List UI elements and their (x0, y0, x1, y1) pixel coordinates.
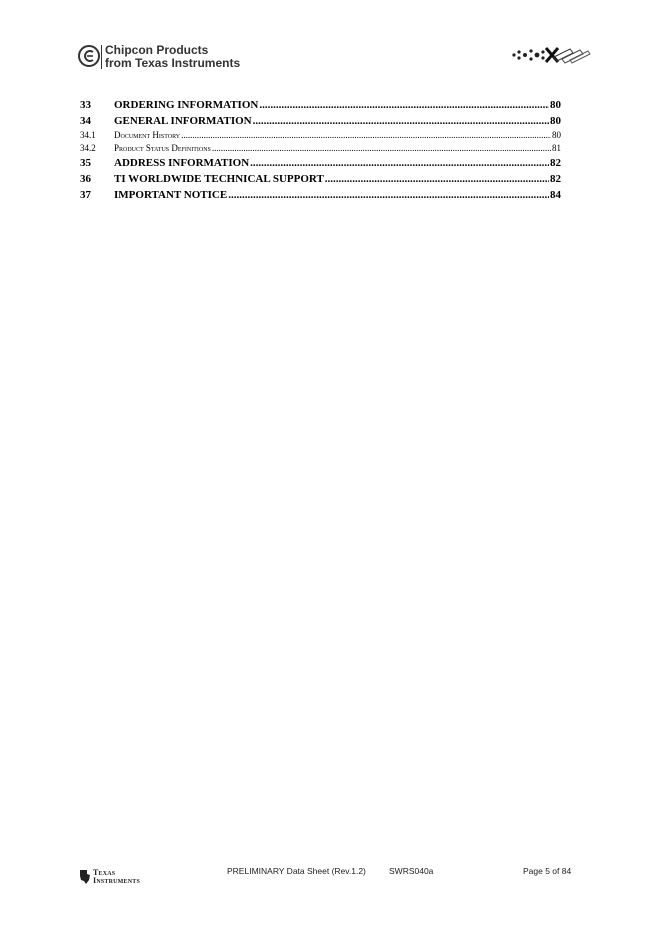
toc-entry[interactable] (80, 97, 561, 113)
toc-entry-page: 82 (550, 173, 561, 185)
toc-entry-title: TI WORLDWIDE TECHNICAL SUPPORT (114, 173, 324, 185)
toc-leader-dots (259, 97, 549, 113)
toc-entry-title: Product Status Definitions (114, 143, 211, 153)
toc-entry-number: 34.2 (80, 143, 96, 153)
toc-leader-dots (325, 171, 549, 187)
toc-entry-page: 82 (550, 157, 561, 169)
toc-entry-title: Document History (114, 130, 181, 140)
toc-entry[interactable] (80, 129, 561, 142)
chip-graphic-icon (510, 44, 592, 66)
toc-entry-number: 33 (80, 99, 91, 111)
footer-page-number: Page 5 of 84 (523, 866, 572, 876)
page-header (78, 40, 592, 76)
ti-wordmark-line-2: Instruments (93, 876, 140, 885)
toc-leader-dots (181, 129, 551, 142)
toc-entry[interactable] (80, 171, 561, 187)
toc-leader-dots (250, 155, 549, 171)
table-of-contents (80, 97, 561, 203)
toc-leader-dots (212, 142, 551, 155)
toc-leader-dots (228, 187, 549, 203)
toc-entry-page: 80 (552, 130, 561, 140)
ti-wordmark-line-1: Texas (93, 868, 116, 877)
toc-entry-title: ORDERING INFORMATION (114, 99, 259, 111)
texas-instruments-logo-icon (78, 868, 92, 886)
toc-entry-title: IMPORTANT NOTICE (114, 189, 228, 201)
toc-entry-page: 81 (552, 143, 561, 153)
toc-entry-title: ADDRESS INFORMATION (114, 157, 250, 169)
toc-entry[interactable] (80, 142, 561, 155)
toc-entry-title: GENERAL INFORMATION (114, 115, 252, 127)
footer-doc-status: PRELIMINARY Data Sheet (Rev.1.2) (227, 866, 366, 876)
toc-entry-number: 35 (80, 157, 91, 169)
toc-entry-number: 34.1 (80, 130, 96, 140)
toc-entry-page: 80 (550, 115, 561, 127)
toc-entry-page: 84 (550, 189, 561, 201)
toc-leader-dots (253, 113, 549, 129)
ti-wordmark (93, 869, 140, 885)
toc-entry-number: 37 (80, 189, 91, 201)
footer-doc-id: SWRS040a (389, 866, 434, 876)
toc-entry[interactable] (80, 155, 561, 171)
brand-line-1: Chipcon Products (105, 43, 209, 57)
page-footer (78, 862, 578, 892)
toc-entry-page: 80 (550, 99, 561, 111)
toc-entry-number: 36 (80, 173, 91, 185)
chipcon-logo-icon (78, 43, 100, 69)
brand-name (105, 44, 240, 69)
brand-divider (101, 45, 102, 69)
toc-entry[interactable] (80, 113, 561, 129)
toc-entry-number: 34 (80, 115, 91, 127)
brand-line-2: from Texas Instruments (105, 55, 241, 70)
toc-entry[interactable] (80, 187, 561, 203)
